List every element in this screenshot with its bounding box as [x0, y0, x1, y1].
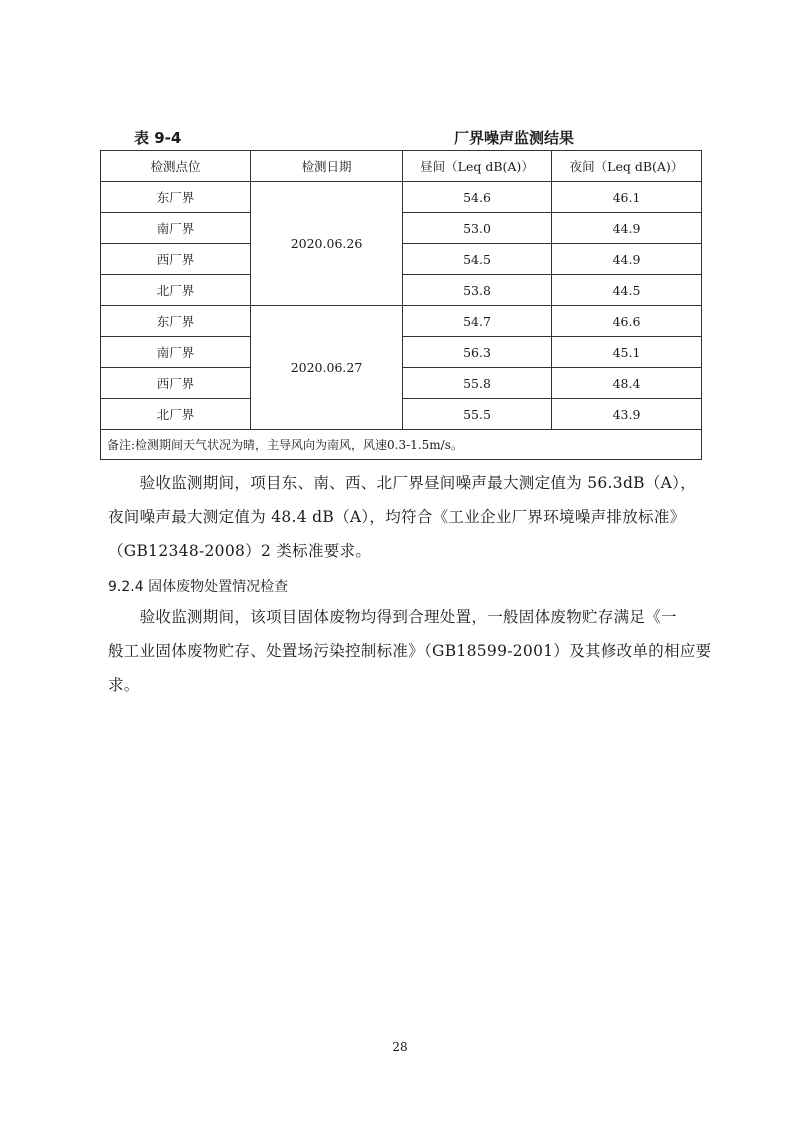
cell-night: 46.1 [552, 182, 702, 213]
cell-night: 44.9 [552, 213, 702, 244]
cell-day: 56.3 [403, 337, 552, 368]
cell-point: 东厂界 [101, 182, 251, 213]
header-point: 检测点位 [101, 151, 251, 182]
cell-day: 54.7 [403, 306, 552, 337]
table-title: 厂界噪声监测结果 [454, 129, 575, 147]
cell-night: 44.5 [552, 275, 702, 306]
cell-point: 北厂界 [101, 275, 251, 306]
header-date: 检测日期 [251, 151, 403, 182]
paragraph-line: 求。 [108, 676, 140, 694]
table-caption [100, 124, 700, 148]
cell-point: 南厂界 [101, 213, 251, 244]
paragraph-line: （GB12348-2008）2 类标准要求。 [108, 542, 372, 560]
noise-conclusion-paragraph [108, 466, 696, 568]
cell-day: 53.0 [403, 213, 552, 244]
cell-day: 53.8 [403, 275, 552, 306]
table-note: 备注:检测期间天气状况为晴，主导风向为南风，风速0.3-1.5m/s。 [101, 430, 702, 460]
cell-point: 西厂界 [101, 244, 251, 275]
solid-waste-paragraph [108, 600, 712, 702]
paragraph-line: 验收监测期间，该项目固体废物均得到合理处置，一般固体废物贮存满足《一 [108, 608, 677, 626]
table-note-row [101, 430, 702, 460]
section-heading: 9.2.4 固体废物处置情况检查 [108, 579, 289, 595]
cell-night: 45.1 [552, 337, 702, 368]
page-number: 28 [392, 1040, 408, 1054]
cell-night: 43.9 [552, 399, 702, 430]
table-row [101, 182, 702, 213]
cell-point: 东厂界 [101, 306, 251, 337]
noise-results-table [100, 150, 702, 460]
cell-night: 48.4 [552, 368, 702, 399]
cell-day: 55.8 [403, 368, 552, 399]
cell-point: 北厂界 [101, 399, 251, 430]
header-day: 昼间（Leq dB(A)） [403, 151, 552, 182]
cell-day: 54.6 [403, 182, 552, 213]
cell-day: 54.5 [403, 244, 552, 275]
paragraph-line: 般工业固体废物贮存、处置场污染控制标准》（GB18599-2001）及其修改单的相应要 [108, 642, 712, 660]
paragraph-line: 验收监测期间，项目东、南、西、北厂界昼间噪声最大测定值为 56.3dB（A）， [108, 474, 696, 492]
cell-night: 46.6 [552, 306, 702, 337]
table-header-row [101, 151, 702, 182]
cell-point: 南厂界 [101, 337, 251, 368]
cell-date: 2020.06.27 [251, 306, 403, 430]
table-number: 表 9-4 [134, 129, 182, 147]
cell-point: 西厂界 [101, 368, 251, 399]
cell-night: 44.9 [552, 244, 702, 275]
paragraph-line: 夜间噪声最大测定值为 48.4 dB（A），均符合《工业企业厂界环境噪声排放标准》 [108, 508, 686, 526]
table-row [101, 306, 702, 337]
cell-date: 2020.06.26 [251, 182, 403, 306]
cell-day: 55.5 [403, 399, 552, 430]
header-night: 夜间（Leq dB(A)） [552, 151, 702, 182]
